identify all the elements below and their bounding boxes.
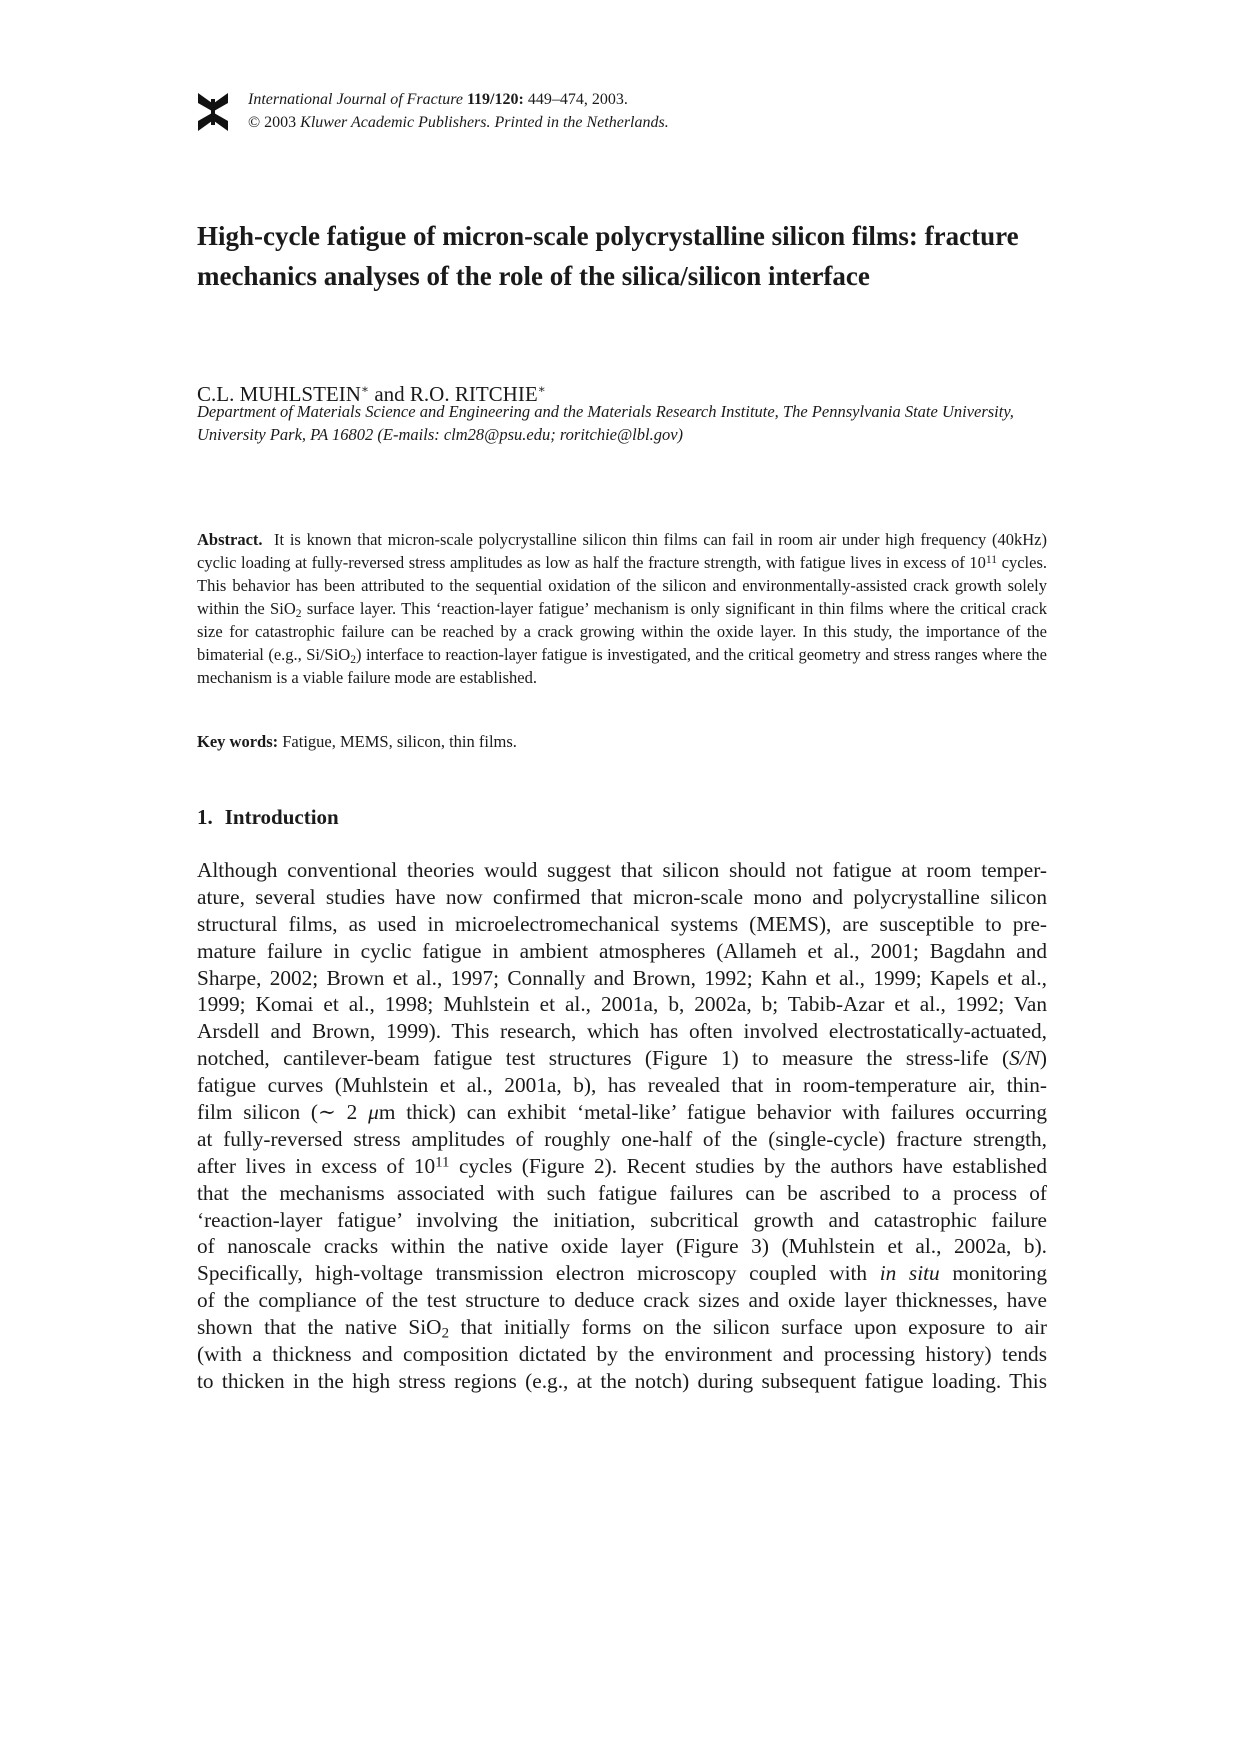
- author-mark: ∗: [537, 382, 546, 396]
- publisher-logo-icon: [197, 91, 229, 133]
- abstract-text: surface layer. This ‘reaction-layer fatigue’ mechanism is only significant in thin films where the critical crack size for catastrophic failure can be reached by a crack growing within the oxide layer. In this study, the importance of the bimaterial (e.g., Si/SiO: [197, 599, 1047, 664]
- keywords-text: Fatigue, MEMS, silicon, thin films.: [282, 732, 517, 751]
- text-line: (with a thickness and composition dictated by the environment and processing history) tends: [197, 1342, 1047, 1367]
- abstract-subscript: 2: [350, 653, 357, 666]
- author-name: R.O. RITCHIE: [409, 382, 538, 406]
- text-segment: Specifically, high-voltage transmission electron microscopy coupled with: [197, 1261, 880, 1286]
- abstract-text: cycles. This behavior has been attributed to the sequential oxidation of the silicon and environmentally-assisted crack growth solely within the SiO: [197, 553, 1048, 618]
- section-title: Introduction: [224, 805, 339, 829]
- exponent: 11: [435, 1154, 450, 1171]
- abstract-exponent: 11: [985, 553, 998, 566]
- publisher-name: Kluwer Academic Publishers.: [300, 114, 491, 131]
- abstract-text: ) interface to reaction-layer fatigue is investigated, and the critical geometry and stress ranges where the mechanism is a viable failure mode are established.: [197, 645, 1047, 687]
- text-segment: monitoring: [939, 1261, 1047, 1286]
- text-segment: that initially forms on the silicon surface upon exposure to air: [449, 1315, 1047, 1340]
- text-line: of nanoscale cracks within the native oxide layer (Figure 3) (Muhlstein et al., 2002a, b).: [197, 1234, 1047, 1259]
- section-heading: [197, 804, 339, 830]
- math-symbol: μ: [368, 1100, 379, 1125]
- author-mark: ∗: [360, 382, 370, 396]
- author-conjunction: and: [374, 382, 405, 406]
- journal-pages: 449–474, 2003.: [527, 91, 628, 108]
- journal-citation: [248, 88, 808, 134]
- abstract-subscript: 2: [295, 607, 302, 620]
- copyright-year: 2003: [264, 114, 297, 131]
- printed-location: Printed in the Netherlands.: [494, 114, 669, 131]
- text-line: to thicken in the high stress regions (e.g., at the notch) during subsequent fatigue loading. This: [197, 1368, 1047, 1393]
- subscript: 2: [441, 1325, 450, 1342]
- paper-title: High-cycle fatigue of micron-scale polycrystalline silicon films: fracture mechanics analyses of the role of the silica/silicon interface: [197, 221, 1019, 291]
- text-line: Although conventional theories would suggest that silicon should not fatigue at room temper-: [197, 858, 1047, 882]
- text-line: structural films, as used in microelectromechanical systems (MEMS), are susceptible to pre-: [197, 911, 1047, 936]
- copyright-line: [248, 111, 808, 134]
- text-line: [197, 1153, 1047, 1180]
- text-line: at fully-reversed stress amplitudes of roughly one-half of the (single-cycle) fracture strength,: [197, 1126, 1047, 1151]
- text-line: of the compliance of the test structure to deduce crack sizes and oxide layer thicknesses, have: [197, 1288, 1047, 1313]
- text-line: 1999; Komai et al., 1998; Muhlstein et al., 2001a, b, 2002a, b; Tabib-Azar et al., 1992; Van: [197, 992, 1047, 1017]
- author-affiliation: Department of Materials Science and Engineering and the Materials Research Institute, The Pennsylvania State University, University Park, PA 16802 (E-mails: clm28@psu.edu; roritchie@lbl.gov): [197, 402, 1014, 444]
- abstract-label: Abstract.: [197, 530, 263, 549]
- text-segment: ): [1039, 1046, 1047, 1071]
- math-expression: S/N: [1009, 1046, 1040, 1071]
- keywords-label: Key words:: [197, 732, 279, 751]
- text-segment: m thick) can exhibit ‘metal-like’ fatigue behavior with failures occurring: [378, 1100, 1047, 1125]
- text-line: [197, 1045, 1047, 1072]
- copyright-symbol: ©: [248, 114, 261, 131]
- text-line: that the mechanisms associated with such fatigue failures can be ascribed to a process of: [197, 1180, 1047, 1205]
- journal-line: [248, 88, 808, 111]
- italic-text: in situ: [879, 1261, 940, 1286]
- journal-volume: 119/120:: [466, 91, 524, 108]
- abstract: [197, 528, 1047, 689]
- section-number: 1.: [197, 805, 213, 829]
- text-line: ‘reaction-layer fatigue’ involving the initiation, subcritical growth and catastrophic failure: [197, 1207, 1047, 1232]
- text-segment: notched, cantilever-beam fatigue test structures (Figure 1) to measure the stress-life (: [197, 1046, 1010, 1071]
- text-segment: shown that the native SiO: [197, 1315, 442, 1340]
- journal-name: International Journal of Fracture: [248, 91, 463, 108]
- text-line: Sharpe, 2002; Brown et al., 1997; Connally and Brown, 1992; Kahn et al., 1999; Kapels et al.,: [197, 965, 1047, 990]
- text-line: mature failure in cyclic fatigue in ambient atmospheres (Allameh et al., 2001; Bagdahn and: [197, 938, 1047, 963]
- keywords: [197, 730, 1047, 753]
- text-line: [197, 1314, 1047, 1341]
- text-segment: film silicon (∼ 2: [197, 1100, 369, 1125]
- text-line: [197, 1260, 1047, 1287]
- body-paragraph: [197, 857, 1047, 1395]
- text-segment: after lives in excess of 10: [197, 1153, 436, 1178]
- author-name: C.L. MUHLSTEIN: [197, 382, 361, 406]
- abstract-text: It is known that micron-scale polycrystalline silicon thin films can fail in room air under high frequency (40kHz) cyclic loading at fully-reversed stress amplitudes as low as half the fracture strength, with fatigue lives in excess of 10: [197, 530, 1047, 572]
- text-line: fatigue curves (Muhlstein et al., 2001a, b), has revealed that in room-temperature air, thin-: [197, 1073, 1047, 1098]
- text-line: Arsdell and Brown, 1999). This research, which has often involved electrostatically-actuated,: [197, 1019, 1047, 1044]
- text-line: ature, several studies have now confirmed that micron-scale mono and polycrystalline silicon: [197, 884, 1047, 909]
- text-segment: cycles (Figure 2). Recent studies by the authors have established: [449, 1153, 1047, 1178]
- text-line: [197, 1099, 1047, 1126]
